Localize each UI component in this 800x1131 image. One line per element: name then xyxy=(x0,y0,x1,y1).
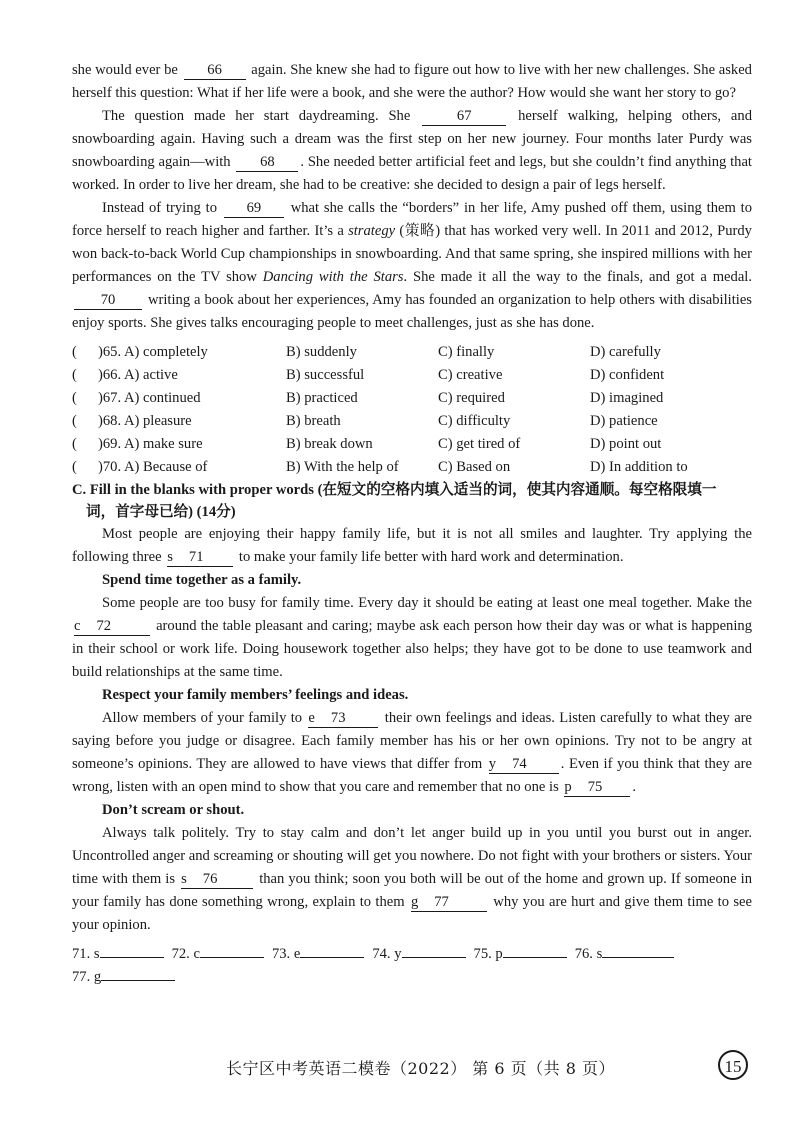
answer-field-72[interactable]: 72. c xyxy=(172,943,264,966)
option-d: D) confident xyxy=(590,367,665,383)
option-b: B) break down xyxy=(286,436,373,452)
option-c: C) get tired of xyxy=(438,436,521,452)
option-row-66: ( )66. A) active B) successful C) creative D) confident xyxy=(72,364,752,387)
answer-field-71[interactable]: 71. s xyxy=(72,943,164,966)
blank-75: p 75 xyxy=(564,778,630,797)
option-b: B) suddenly xyxy=(286,344,357,360)
blank-69: 69 xyxy=(224,199,284,218)
option-d: D) imagined xyxy=(590,390,664,406)
answer-paren[interactable]: ( xyxy=(72,436,77,452)
option-d: D) In addition to xyxy=(590,459,688,475)
answer-sheet xyxy=(72,943,752,989)
show-title: Dancing with the Stars xyxy=(262,269,404,285)
passage-b-paragraph-1: she would ever be 66 again. She knew she had to figure out how to live with her new challenges. She asked herself this question: What if her life were a book, and she were the author? How would she want her story to go? xyxy=(72,62,752,101)
answer-paren[interactable]: ( xyxy=(72,344,77,360)
option-b: B) With the help of xyxy=(286,459,399,475)
option-b: B) successful xyxy=(286,367,365,383)
answer-paren[interactable]: ( xyxy=(72,367,77,383)
blank-73: e 73 xyxy=(308,709,378,728)
option-c: C) difficulty xyxy=(438,413,511,429)
blank-71: s 71 xyxy=(167,548,233,567)
blank-74: y 74 xyxy=(489,755,559,774)
subheading-respect: Respect your family members’ feelings and ideas. xyxy=(102,687,409,703)
multiple-choice-options xyxy=(72,341,752,479)
subheading-dont-scream: Don’t scream or shout. xyxy=(102,802,245,818)
blank-68: 68 xyxy=(236,153,298,172)
page-number-badge: 15 xyxy=(718,1050,748,1080)
blank-76: s 76 xyxy=(181,870,253,889)
blank-66: 66 xyxy=(184,61,246,80)
option-row-67: ( )67. A) continued B) practiced C) required D) imagined xyxy=(72,387,752,410)
answer-row-2 xyxy=(72,966,752,989)
answer-field-77[interactable]: 77. g xyxy=(72,966,175,989)
answer-field-73[interactable]: 73. e xyxy=(272,943,364,966)
answer-field-76[interactable]: 76. s xyxy=(575,943,675,966)
section-c-paragraph-4: Always talk politely. Try to stay calm and don’t let anger build up in you until you burst out in anger. Uncontrolled anger and screaming or shouting will get you nowhere. Do not fight with your brothers or sisters. Your time with them is s 76 than you think; soon you both will be out of the home and grown up. If someone in your family has done something wrong, explain to them g 77 why you are hurt and give them time to see your opinion. xyxy=(72,825,752,933)
option-c: C) finally xyxy=(438,344,495,360)
option-row-70: ( )70. A) Because of B) With the help of C) Based on D) In addition to xyxy=(72,456,752,479)
option-d: D) carefully xyxy=(590,344,661,360)
option-row-69: ( )69. A) make sure B) break down C) get tired of D) point out xyxy=(72,433,752,456)
option-d: D) patience xyxy=(590,413,658,429)
section-c-paragraph-3: Allow members of your family to e 73 their own feelings and ideas. Listen carefully to what they are saying before you judge or disagree. Each family member has his or her own opinions. Try not to be angry at someone’s opinions. They are allowed to have views that differ from y 74 . Even if you think that they are wrong, listen with an open mind to show that you care and remember that no one is p 75 . xyxy=(72,710,753,795)
option-c: C) Based on xyxy=(438,459,511,475)
answer-paren[interactable]: ( xyxy=(72,390,77,406)
passage-b-paragraph-2: The question made her start daydreaming. She 67 herself walking, helping others, and snowboarding again. Having such a dream was the first step on her new journey. Four months later Purdy was snowboarding again—with 68 . She needed better artificial feet and legs, but she couldn’t find anything that worked. In order to live her dream, she had to be creative: she decided to design a pair of legs herself. xyxy=(72,108,752,193)
page-footer: 长宁区中考英语二模卷（2022） 第 6 页（共 8 页） xyxy=(226,1059,616,1078)
passage-b-paragraph-3: Instead of trying to 69 what she calls the “borders” in her life, Amy pushed off them, using them to force herself to reach higher and farther. It’s a strategy (策略) that has worked very well. In 2011 and 2012, Purdy won back-to-back World Cup championships in snowboarding. And that same spring, she inspired millions with her performances on the TV show Dancing with the Stars. She made it all the way to the finals, and got a medal. 70 writing a book about her experiences, Amy has founded an organization to help others with disabilities enjoy sports. She gives talks encouraging people to meet challenges, just as she has done. xyxy=(72,200,753,331)
option-b: B) breath xyxy=(286,413,341,429)
option-row-65: ( )65. A) completely B) suddenly C) finally D) carefully xyxy=(72,341,752,364)
section-c-title: C. Fill in the blanks with proper words (在短文的空格内填入适当的词，使其内容通顺。每空格限填一 词，首字母已给) (14分) xyxy=(72,482,717,520)
section-c-paragraph-2: Some people are too busy for family time. Every day it should be eating at least one meal together. Make the c 72 around the table pleasant and caring; maybe ask each person how their day was or what is happening in their school or work life. Doing housework together also helps; they have got to be done to use teamwork and build relationships at the same time. xyxy=(72,595,752,680)
blank-67: 67 xyxy=(422,107,506,126)
subheading-spend-time: Spend time together as a family. xyxy=(102,572,302,588)
answer-row-1 xyxy=(72,943,752,966)
option-row-68: ( )68. A) pleasure B) breath C) difficulty D) patience xyxy=(72,410,752,433)
answer-field-75[interactable]: 75. p xyxy=(474,943,567,966)
option-b: B) practiced xyxy=(286,390,358,406)
exam-page xyxy=(72,59,752,989)
option-c: C) creative xyxy=(438,367,503,383)
blank-72: c 72 xyxy=(74,617,150,636)
answer-field-74[interactable]: 74. y xyxy=(372,943,465,966)
option-d: D) point out xyxy=(590,436,662,452)
blank-70: 70 xyxy=(74,291,142,310)
answer-paren[interactable]: ( xyxy=(72,459,77,475)
answer-paren[interactable]: ( xyxy=(72,413,77,429)
section-c-paragraph-1: Most people are enjoying their happy family life, but it is not all smiles and laughter. Try applying the following three s 71 to make your family life better with hard work and determination. xyxy=(72,526,752,565)
blank-77: g 77 xyxy=(411,893,487,912)
option-c: C) required xyxy=(438,390,505,406)
